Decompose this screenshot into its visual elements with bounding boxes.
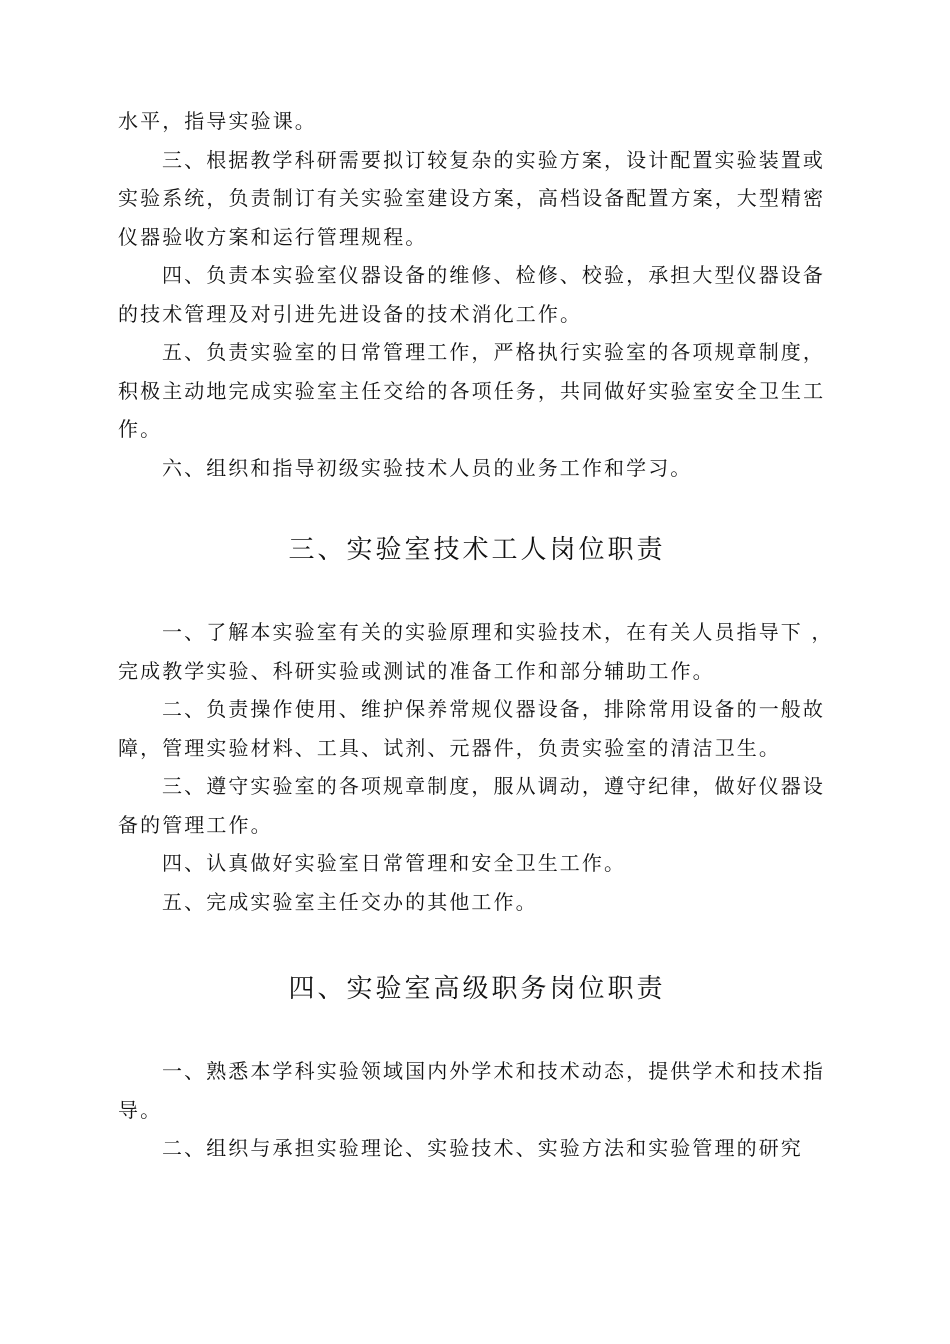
intro-paragraph: 水平，指导实验课。 bbox=[118, 109, 317, 133]
section-4-item-2: 二、组织与承担实验理论、实验技术、实验方法和实验管理的研究 bbox=[162, 1136, 803, 1160]
section-a-item-4: 四、负责本实验室仪器设备的维修、检修、校验，承担大型仪器设备的技术管理及对引进先进设备的技术消化工作。 bbox=[118, 263, 825, 326]
section-3-item-3: 三、遵守实验室的各项规章制度，服从调动，遵守纪律，做好仪器设备的管理工作。 bbox=[118, 774, 825, 837]
section-a-item-6: 六、组织和指导初级实验技术人员的业务工作和学习。 bbox=[162, 455, 693, 480]
section-3-item-1: 一、了解本实验室有关的实验原理和实验技术，在有关人员指导下 ，完成教学实验、科研实验或测试的准备工作和部分辅助工作。 bbox=[118, 620, 834, 683]
section-3-item-2: 二、负责操作使用、维护保养常规仪器设备，排除常用设备的一般故障，管理实验材料、工具、试剂、元器件，负责实验室的清洁卫生。 bbox=[118, 697, 825, 760]
section-3-item-5: 五、完成实验室主任交办的其他工作。 bbox=[162, 889, 538, 914]
section-heading-3: 三、实验室技术工人岗位职责 bbox=[288, 535, 666, 565]
document-body bbox=[118, 102, 836, 1168]
section-4-item-1: 一、熟悉本学科实验领域国内外学术和技术动态，提供学术和技术指导。 bbox=[118, 1059, 825, 1122]
section-heading-4: 四、实验室高级职务岗位职责 bbox=[288, 974, 666, 1004]
section-a-item-5: 五、负责实验室的日常管理工作，严格执行实验室的各项规章制度，积极主动地完成实验室主任交给的各项任务，共同做好实验室安全卫生工作。 bbox=[118, 340, 826, 441]
section-a-item-3: 三、根据教学科研需要拟订较复杂的实验方案，设计配置实验装置或实验系统，负责制订有关实验室建设方案，高档设备配置方案，大型精密仪器验收方案和运行管理规程。 bbox=[118, 147, 826, 249]
section-3-item-4: 四、认真做好实验室日常管理和安全卫生工作。 bbox=[162, 851, 627, 875]
